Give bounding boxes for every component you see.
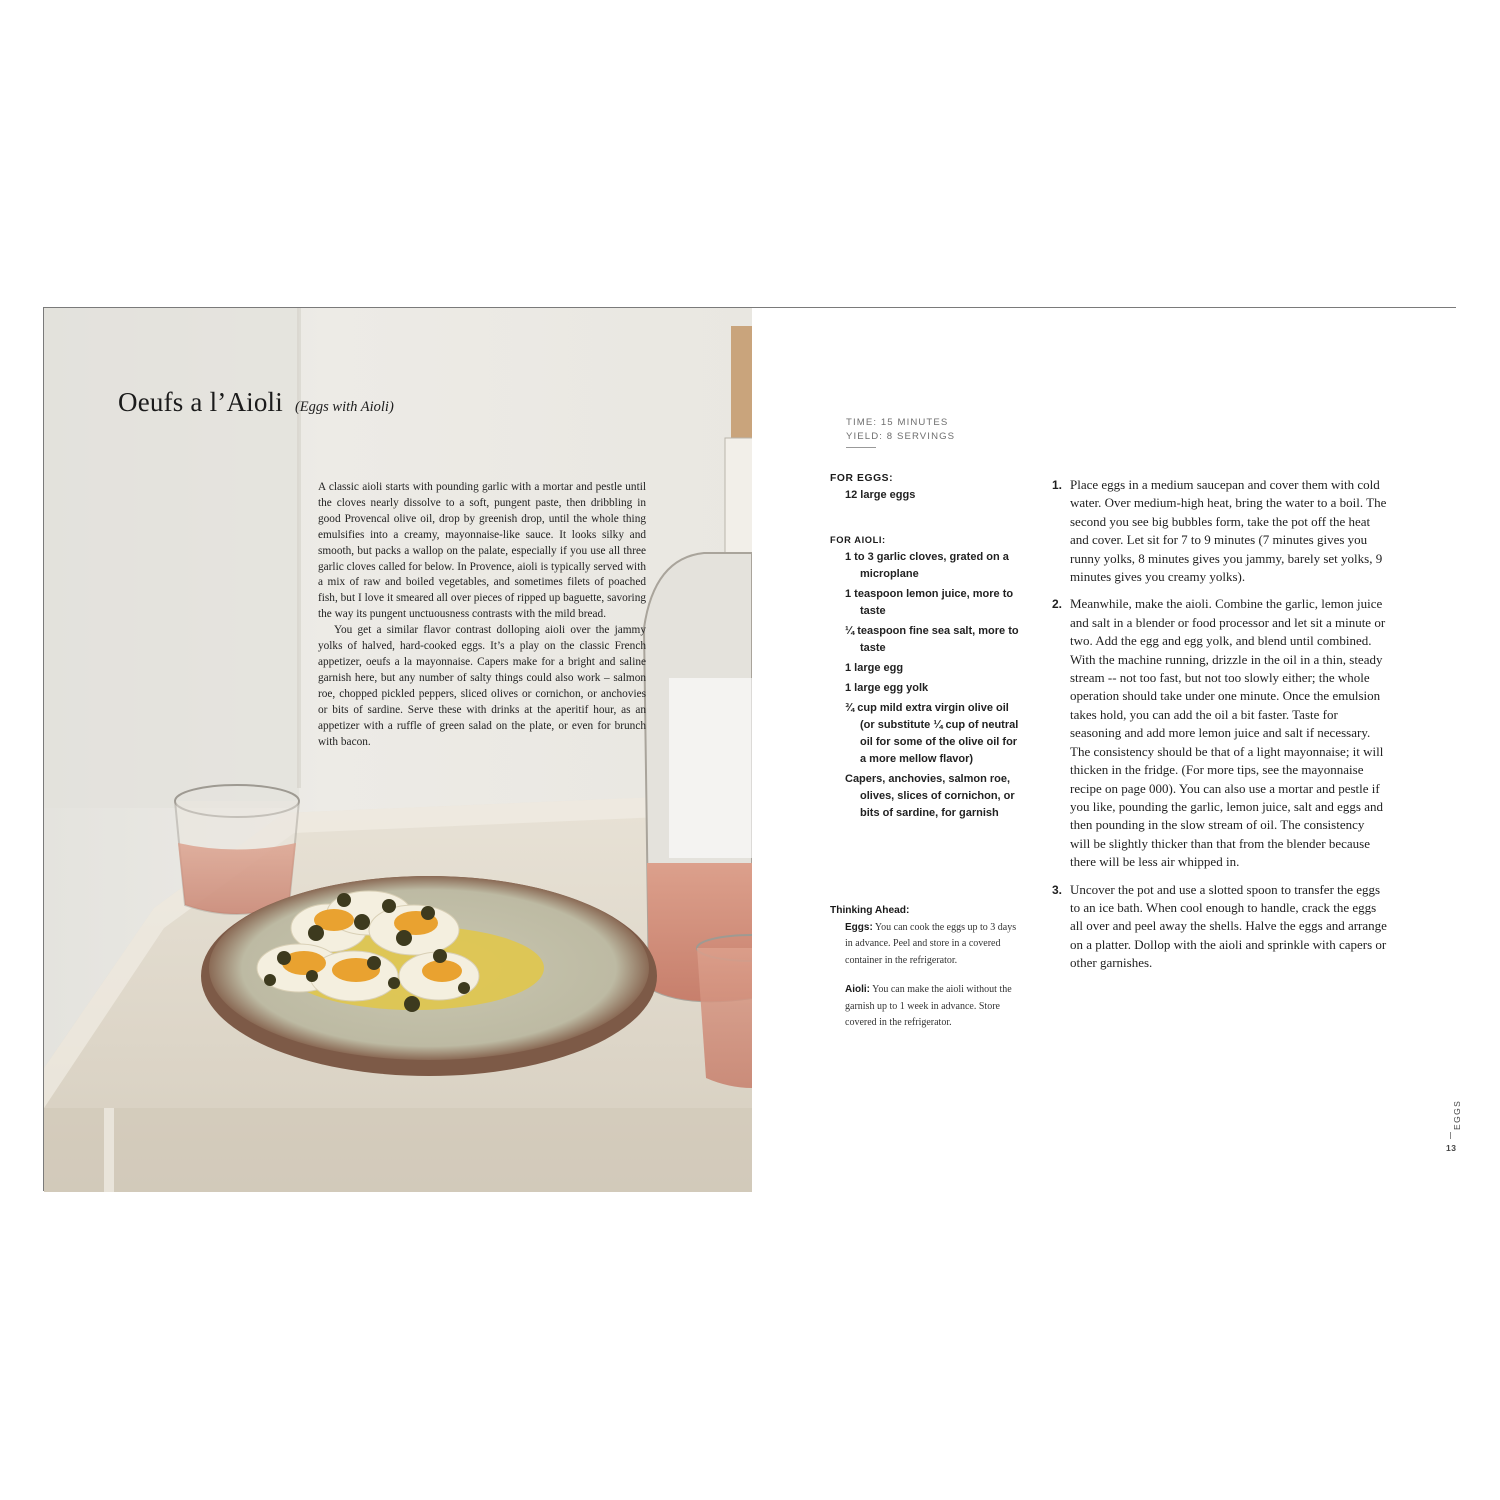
- step-number: 1.: [1052, 478, 1063, 492]
- right-page: [752, 308, 1462, 1192]
- page-number: 13: [1446, 1143, 1457, 1153]
- for-aioli-heading: FOR AIOLI:: [830, 535, 886, 545]
- step-number: 3.: [1052, 882, 1063, 897]
- recipe-intro: [318, 480, 646, 750]
- method-step: [1052, 881, 1387, 973]
- time-label: TIME: 15 MINUTES: [846, 417, 949, 428]
- ingredient-item: 1 large egg: [845, 662, 904, 674]
- step-text: Place eggs in a medium saucepan and cover them with cold water. Over medium-high heat, bring the water to a boil. The second you see big bubbles form, take the pot off the heat and cover. Let sit for 7 to 9 minutes (7 minutes gives you runny yolks, 8 minutes gives you jammy, barely set yolks, 9 minutes gives you creamy yolks).: [1070, 477, 1387, 585]
- note-label: Eggs:: [845, 922, 873, 933]
- ingredient-item: ¼ teaspoon fine sea salt, more to taste: [845, 625, 1019, 654]
- step-text: Uncover the pot and use a slotted spoon to transfer the eggs to an ice bath. When cool enough to handle, crack the eggs all over and peel away the shells. Halve the eggs and arrange on a platter. Dollop with the aioli and sprinkle with capers or other garnishes.: [1070, 881, 1387, 971]
- ingredient-item: 12 large eggs: [845, 489, 916, 501]
- method-step: [1052, 595, 1387, 871]
- method-step: [1052, 476, 1387, 586]
- ingredient-item: 1 teaspoon lemon juice, more to taste: [845, 588, 1014, 617]
- thinking-ahead-note: [845, 982, 1020, 1031]
- left-page: [44, 308, 752, 1192]
- recipe-title-subtitle: (Eggs with Aioli): [294, 399, 394, 415]
- intro-paragraph: A classic aioli starts with pounding garlic with a mortar and pestle until the cloves nearly dissolve to a soft, pungent paste, then dribbling in good Provencal olive oil, drop by greenish drop, until the whole thing emulsifies into a creamy, mayonnaise-like sauce. It looks silky and smooth, but packs a wallop on the palate, especially if you use all three garlic cloves called for below. In Provence, aioli is typically served with a mix of raw and boiled vegetables, and sometimes filets of poached fish, but I love it smeared all over pieces of ripped up baguette, savoring the way its pungent unctuousness contrasts with the mild bread.: [318, 481, 646, 621]
- recipe-meta: [846, 416, 955, 443]
- ingredient-item: ¾ cup mild extra virgin olive oil (or substitute ¼ cup of neutral oil for some of the olive oil for a more mellow flavor): [845, 702, 1019, 765]
- ingredient-item: Capers, anchovies, salmon roe, olives, slices of cornichon, or bits of sardine, for garnish: [845, 773, 1015, 819]
- ingredient-item: 1 to 3 garlic cloves, grated on a microplane: [845, 551, 1009, 580]
- aioli-ingredient-list: [830, 549, 1020, 822]
- recipe-title: [118, 382, 394, 419]
- thinking-ahead-note: [845, 920, 1020, 969]
- method-steps: [1052, 476, 1387, 982]
- ingredients-column: [830, 473, 1020, 822]
- thinking-ahead-heading: Thinking Ahead:: [830, 905, 910, 916]
- folio-divider: [1450, 1132, 1451, 1139]
- note-label: Aioli:: [845, 984, 870, 996]
- recipe-title-main: Oeufs a l’Aioli: [118, 387, 283, 417]
- book-spread: [43, 307, 1462, 1191]
- for-eggs-heading: FOR EGGS:: [830, 473, 894, 484]
- ingredient-item: 1 large egg yolk: [845, 682, 929, 694]
- meta-divider: [846, 447, 876, 448]
- intro-paragraph: You get a similar flavor contrast dolloping aioli over the jammy yolks of halved, hard-cooked eggs. It’s a play on the classic French appetizer, oeufs a la mayonnaise. Capers make for a bright and saline garnish here, but any number of salty things could also work – salmon roe, chopped pickled peppers, sliced olives or cornichon, or anchovies or bits of sardine. Serve these with drinks at the aperitif hour, as an appetizer with a ruffle of green salad on the plate, or even for brunch with bacon.: [318, 624, 646, 748]
- section-label: EGGS: [1452, 1099, 1462, 1130]
- step-text: Meanwhile, make the aioli. Combine the garlic, lemon juice and salt in a blender or food processor and let sit a minute or two. Add the egg and egg yolk, and blend until combined. With the machine running, drizzle in the oil in a thin, steady stream -- not too fast, but not too slowly either; the whole operation should take under one minute. Once the emulsion takes hold, you can add the oil a bit faster. Taste for seasoning and add more lemon juice and salt if necessary. The consistency should be that of a light mayonnaise; it will thicken in the fridge. (For more tips, see the mayonnaise recipe on page 000). You can also use a mortar and pestle if you like, pounding the garlic, lemon juice, salt and eggs and then pounding in the slow stream of oil. The consistency will be slightly thicker than that from the blender because there will be less air whipped in.: [1070, 596, 1386, 870]
- note-text: You can make the aioli without the garnish up to 1 week in advance. Store covered in the refrigerator.: [845, 984, 1012, 1029]
- step-number: 2.: [1052, 597, 1063, 612]
- thinking-ahead-box: [830, 905, 1020, 1031]
- yield-label: YIELD: 8 SERVINGS: [846, 430, 956, 442]
- eggs-ingredient-list: [830, 487, 1020, 504]
- note-text: You can cook the eggs up to 3 days in advance. Peel and store in a covered container in the refrigerator.: [845, 922, 1017, 966]
